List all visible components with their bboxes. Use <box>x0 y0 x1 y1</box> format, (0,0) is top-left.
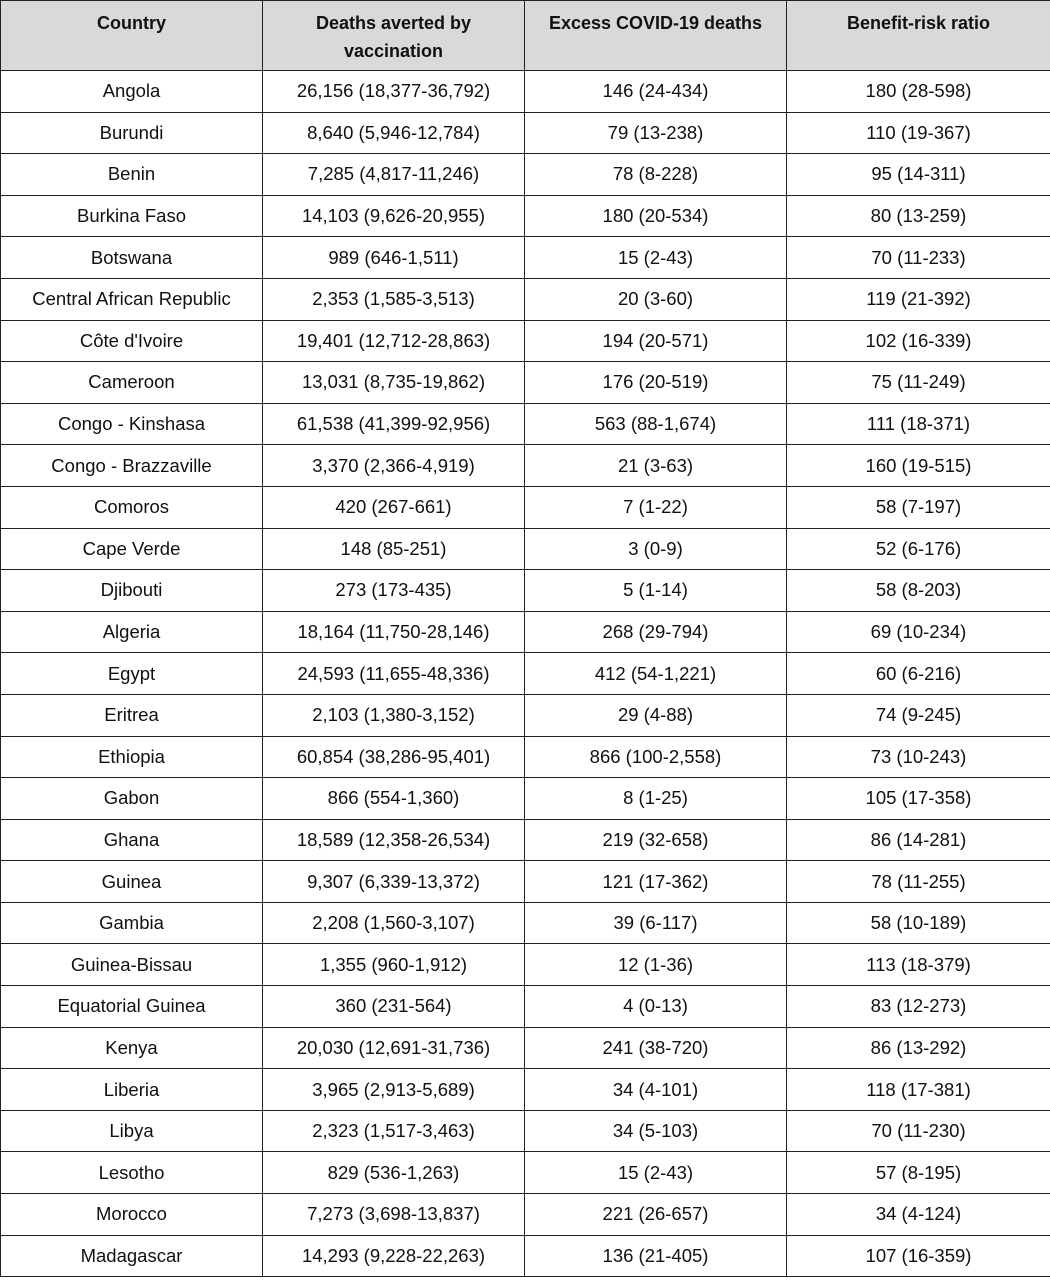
cell-benefit-risk-ratio: 80 (13-259) <box>787 195 1050 237</box>
cell-benefit-risk-ratio: 118 (17-381) <box>787 1069 1050 1111</box>
cell-benefit-risk-ratio: 180 (28-598) <box>787 71 1050 113</box>
cell-deaths-averted: 2,208 (1,560-3,107) <box>263 902 525 944</box>
table-row <box>1 1194 1050 1236</box>
cell-excess-deaths: 15 (2-43) <box>525 237 787 279</box>
table-row <box>1 778 1050 820</box>
cell-benefit-risk-ratio: 86 (14-281) <box>787 819 1050 861</box>
cell-country: Central African Republic <box>1 278 263 320</box>
table-row <box>1 570 1050 612</box>
header-row <box>1 1 1050 71</box>
cell-excess-deaths: 20 (3-60) <box>525 278 787 320</box>
cell-excess-deaths: 4 (0-13) <box>525 986 787 1028</box>
table-row <box>1 112 1050 154</box>
table-row <box>1 944 1050 986</box>
cell-benefit-risk-ratio: 73 (10-243) <box>787 736 1050 778</box>
cell-excess-deaths: 21 (3-63) <box>525 445 787 487</box>
cell-excess-deaths: 34 (4-101) <box>525 1069 787 1111</box>
cell-deaths-averted: 14,103 (9,626-20,955) <box>263 195 525 237</box>
cell-country: Botswana <box>1 237 263 279</box>
cell-excess-deaths: 180 (20-534) <box>525 195 787 237</box>
cell-benefit-risk-ratio: 69 (10-234) <box>787 611 1050 653</box>
cell-country: Libya <box>1 1110 263 1152</box>
cell-country: Djibouti <box>1 570 263 612</box>
header-country: Country <box>1 1 263 71</box>
cell-country: Angola <box>1 71 263 113</box>
table-row <box>1 819 1050 861</box>
cell-deaths-averted: 7,273 (3,698-13,837) <box>263 1194 525 1236</box>
cell-benefit-risk-ratio: 119 (21-392) <box>787 278 1050 320</box>
table-row <box>1 362 1050 404</box>
cell-deaths-averted: 989 (646-1,511) <box>263 237 525 279</box>
cell-benefit-risk-ratio: 58 (8-203) <box>787 570 1050 612</box>
table-header <box>1 1 1050 71</box>
cell-deaths-averted: 9,307 (6,339-13,372) <box>263 861 525 903</box>
cell-country: Equatorial Guinea <box>1 986 263 1028</box>
table-row <box>1 611 1050 653</box>
cell-deaths-averted: 26,156 (18,377-36,792) <box>263 71 525 113</box>
cell-country: Egypt <box>1 653 263 695</box>
table-row <box>1 403 1050 445</box>
table-row <box>1 528 1050 570</box>
cell-deaths-averted: 829 (536-1,263) <box>263 1152 525 1194</box>
cell-excess-deaths: 12 (1-36) <box>525 944 787 986</box>
cell-country: Guinea-Bissau <box>1 944 263 986</box>
cell-benefit-risk-ratio: 70 (11-233) <box>787 237 1050 279</box>
cell-benefit-risk-ratio: 58 (7-197) <box>787 486 1050 528</box>
cell-benefit-risk-ratio: 78 (11-255) <box>787 861 1050 903</box>
cell-excess-deaths: 79 (13-238) <box>525 112 787 154</box>
cell-benefit-risk-ratio: 95 (14-311) <box>787 154 1050 196</box>
cell-country: Gabon <box>1 778 263 820</box>
table-row <box>1 861 1050 903</box>
cell-benefit-risk-ratio: 52 (6-176) <box>787 528 1050 570</box>
table-row <box>1 1069 1050 1111</box>
table-row <box>1 445 1050 487</box>
cell-country: Burkina Faso <box>1 195 263 237</box>
table-row <box>1 986 1050 1028</box>
cell-benefit-risk-ratio: 110 (19-367) <box>787 112 1050 154</box>
cell-deaths-averted: 60,854 (38,286-95,401) <box>263 736 525 778</box>
cell-deaths-averted: 18,164 (11,750-28,146) <box>263 611 525 653</box>
cell-excess-deaths: 563 (88-1,674) <box>525 403 787 445</box>
cell-country: Côte d'Ivoire <box>1 320 263 362</box>
cell-excess-deaths: 34 (5-103) <box>525 1110 787 1152</box>
cell-benefit-risk-ratio: 60 (6-216) <box>787 653 1050 695</box>
cell-benefit-risk-ratio: 113 (18-379) <box>787 944 1050 986</box>
cell-benefit-risk-ratio: 160 (19-515) <box>787 445 1050 487</box>
cell-country: Liberia <box>1 1069 263 1111</box>
cell-excess-deaths: 39 (6-117) <box>525 902 787 944</box>
table-row <box>1 653 1050 695</box>
cell-country: Lesotho <box>1 1152 263 1194</box>
cell-benefit-risk-ratio: 107 (16-359) <box>787 1235 1050 1277</box>
cell-benefit-risk-ratio: 58 (10-189) <box>787 902 1050 944</box>
cell-deaths-averted: 420 (267-661) <box>263 486 525 528</box>
cell-deaths-averted: 1,355 (960-1,912) <box>263 944 525 986</box>
cell-country: Ghana <box>1 819 263 861</box>
table-row <box>1 71 1050 113</box>
cell-deaths-averted: 61,538 (41,399-92,956) <box>263 403 525 445</box>
cell-benefit-risk-ratio: 83 (12-273) <box>787 986 1050 1028</box>
cell-deaths-averted: 14,293 (9,228-22,263) <box>263 1235 525 1277</box>
cell-excess-deaths: 268 (29-794) <box>525 611 787 653</box>
cell-deaths-averted: 866 (554-1,360) <box>263 778 525 820</box>
cell-benefit-risk-ratio: 102 (16-339) <box>787 320 1050 362</box>
table-row <box>1 486 1050 528</box>
cell-benefit-risk-ratio: 74 (9-245) <box>787 694 1050 736</box>
cell-excess-deaths: 219 (32-658) <box>525 819 787 861</box>
cell-country: Congo - Brazzaville <box>1 445 263 487</box>
table-row <box>1 694 1050 736</box>
cell-country: Guinea <box>1 861 263 903</box>
cell-excess-deaths: 136 (21-405) <box>525 1235 787 1277</box>
cell-benefit-risk-ratio: 105 (17-358) <box>787 778 1050 820</box>
cell-excess-deaths: 8 (1-25) <box>525 778 787 820</box>
cell-excess-deaths: 7 (1-22) <box>525 486 787 528</box>
cell-excess-deaths: 176 (20-519) <box>525 362 787 404</box>
cell-deaths-averted: 148 (85-251) <box>263 528 525 570</box>
cell-country: Cameroon <box>1 362 263 404</box>
table-row <box>1 736 1050 778</box>
header-deaths-averted: Deaths averted by vaccination <box>263 1 525 71</box>
header-benefit-risk-ratio: Benefit-risk ratio <box>787 1 1050 71</box>
cell-country: Gambia <box>1 902 263 944</box>
cell-deaths-averted: 7,285 (4,817-11,246) <box>263 154 525 196</box>
cell-deaths-averted: 360 (231-564) <box>263 986 525 1028</box>
cell-benefit-risk-ratio: 75 (11-249) <box>787 362 1050 404</box>
cell-benefit-risk-ratio: 57 (8-195) <box>787 1152 1050 1194</box>
table-row <box>1 237 1050 279</box>
table-row <box>1 1027 1050 1069</box>
cell-excess-deaths: 121 (17-362) <box>525 861 787 903</box>
cell-benefit-risk-ratio: 86 (13-292) <box>787 1027 1050 1069</box>
cell-country: Cape Verde <box>1 528 263 570</box>
table-row <box>1 1235 1050 1277</box>
table-row <box>1 195 1050 237</box>
cell-excess-deaths: 241 (38-720) <box>525 1027 787 1069</box>
cell-deaths-averted: 18,589 (12,358-26,534) <box>263 819 525 861</box>
table-row <box>1 1152 1050 1194</box>
cell-excess-deaths: 221 (26-657) <box>525 1194 787 1236</box>
table-row <box>1 320 1050 362</box>
cell-excess-deaths: 412 (54-1,221) <box>525 653 787 695</box>
cell-deaths-averted: 3,370 (2,366-4,919) <box>263 445 525 487</box>
cell-country: Madagascar <box>1 1235 263 1277</box>
cell-deaths-averted: 8,640 (5,946-12,784) <box>263 112 525 154</box>
header-excess-deaths: Excess COVID-19 deaths <box>525 1 787 71</box>
table-row <box>1 902 1050 944</box>
cell-deaths-averted: 24,593 (11,655-48,336) <box>263 653 525 695</box>
table-row <box>1 1110 1050 1152</box>
cell-excess-deaths: 5 (1-14) <box>525 570 787 612</box>
cell-country: Ethiopia <box>1 736 263 778</box>
cell-country: Congo - Kinshasa <box>1 403 263 445</box>
cell-benefit-risk-ratio: 34 (4-124) <box>787 1194 1050 1236</box>
cell-deaths-averted: 2,353 (1,585-3,513) <box>263 278 525 320</box>
cell-deaths-averted: 273 (173-435) <box>263 570 525 612</box>
cell-excess-deaths: 866 (100-2,558) <box>525 736 787 778</box>
cell-country: Comoros <box>1 486 263 528</box>
cell-country: Benin <box>1 154 263 196</box>
cell-benefit-risk-ratio: 111 (18-371) <box>787 403 1050 445</box>
table-row <box>1 278 1050 320</box>
cell-country: Burundi <box>1 112 263 154</box>
table-body <box>1 71 1050 1277</box>
cell-excess-deaths: 15 (2-43) <box>525 1152 787 1194</box>
cell-deaths-averted: 13,031 (8,735-19,862) <box>263 362 525 404</box>
cell-excess-deaths: 78 (8-228) <box>525 154 787 196</box>
cell-deaths-averted: 3,965 (2,913-5,689) <box>263 1069 525 1111</box>
cell-excess-deaths: 146 (24-434) <box>525 71 787 113</box>
cell-country: Morocco <box>1 1194 263 1236</box>
cell-excess-deaths: 3 (0-9) <box>525 528 787 570</box>
cell-deaths-averted: 2,323 (1,517-3,463) <box>263 1110 525 1152</box>
cell-benefit-risk-ratio: 70 (11-230) <box>787 1110 1050 1152</box>
cell-deaths-averted: 2,103 (1,380-3,152) <box>263 694 525 736</box>
table-row <box>1 154 1050 196</box>
cell-deaths-averted: 19,401 (12,712-28,863) <box>263 320 525 362</box>
cell-deaths-averted: 20,030 (12,691-31,736) <box>263 1027 525 1069</box>
cell-country: Eritrea <box>1 694 263 736</box>
cell-country: Kenya <box>1 1027 263 1069</box>
cell-country: Algeria <box>1 611 263 653</box>
cell-excess-deaths: 194 (20-571) <box>525 320 787 362</box>
cell-excess-deaths: 29 (4-88) <box>525 694 787 736</box>
